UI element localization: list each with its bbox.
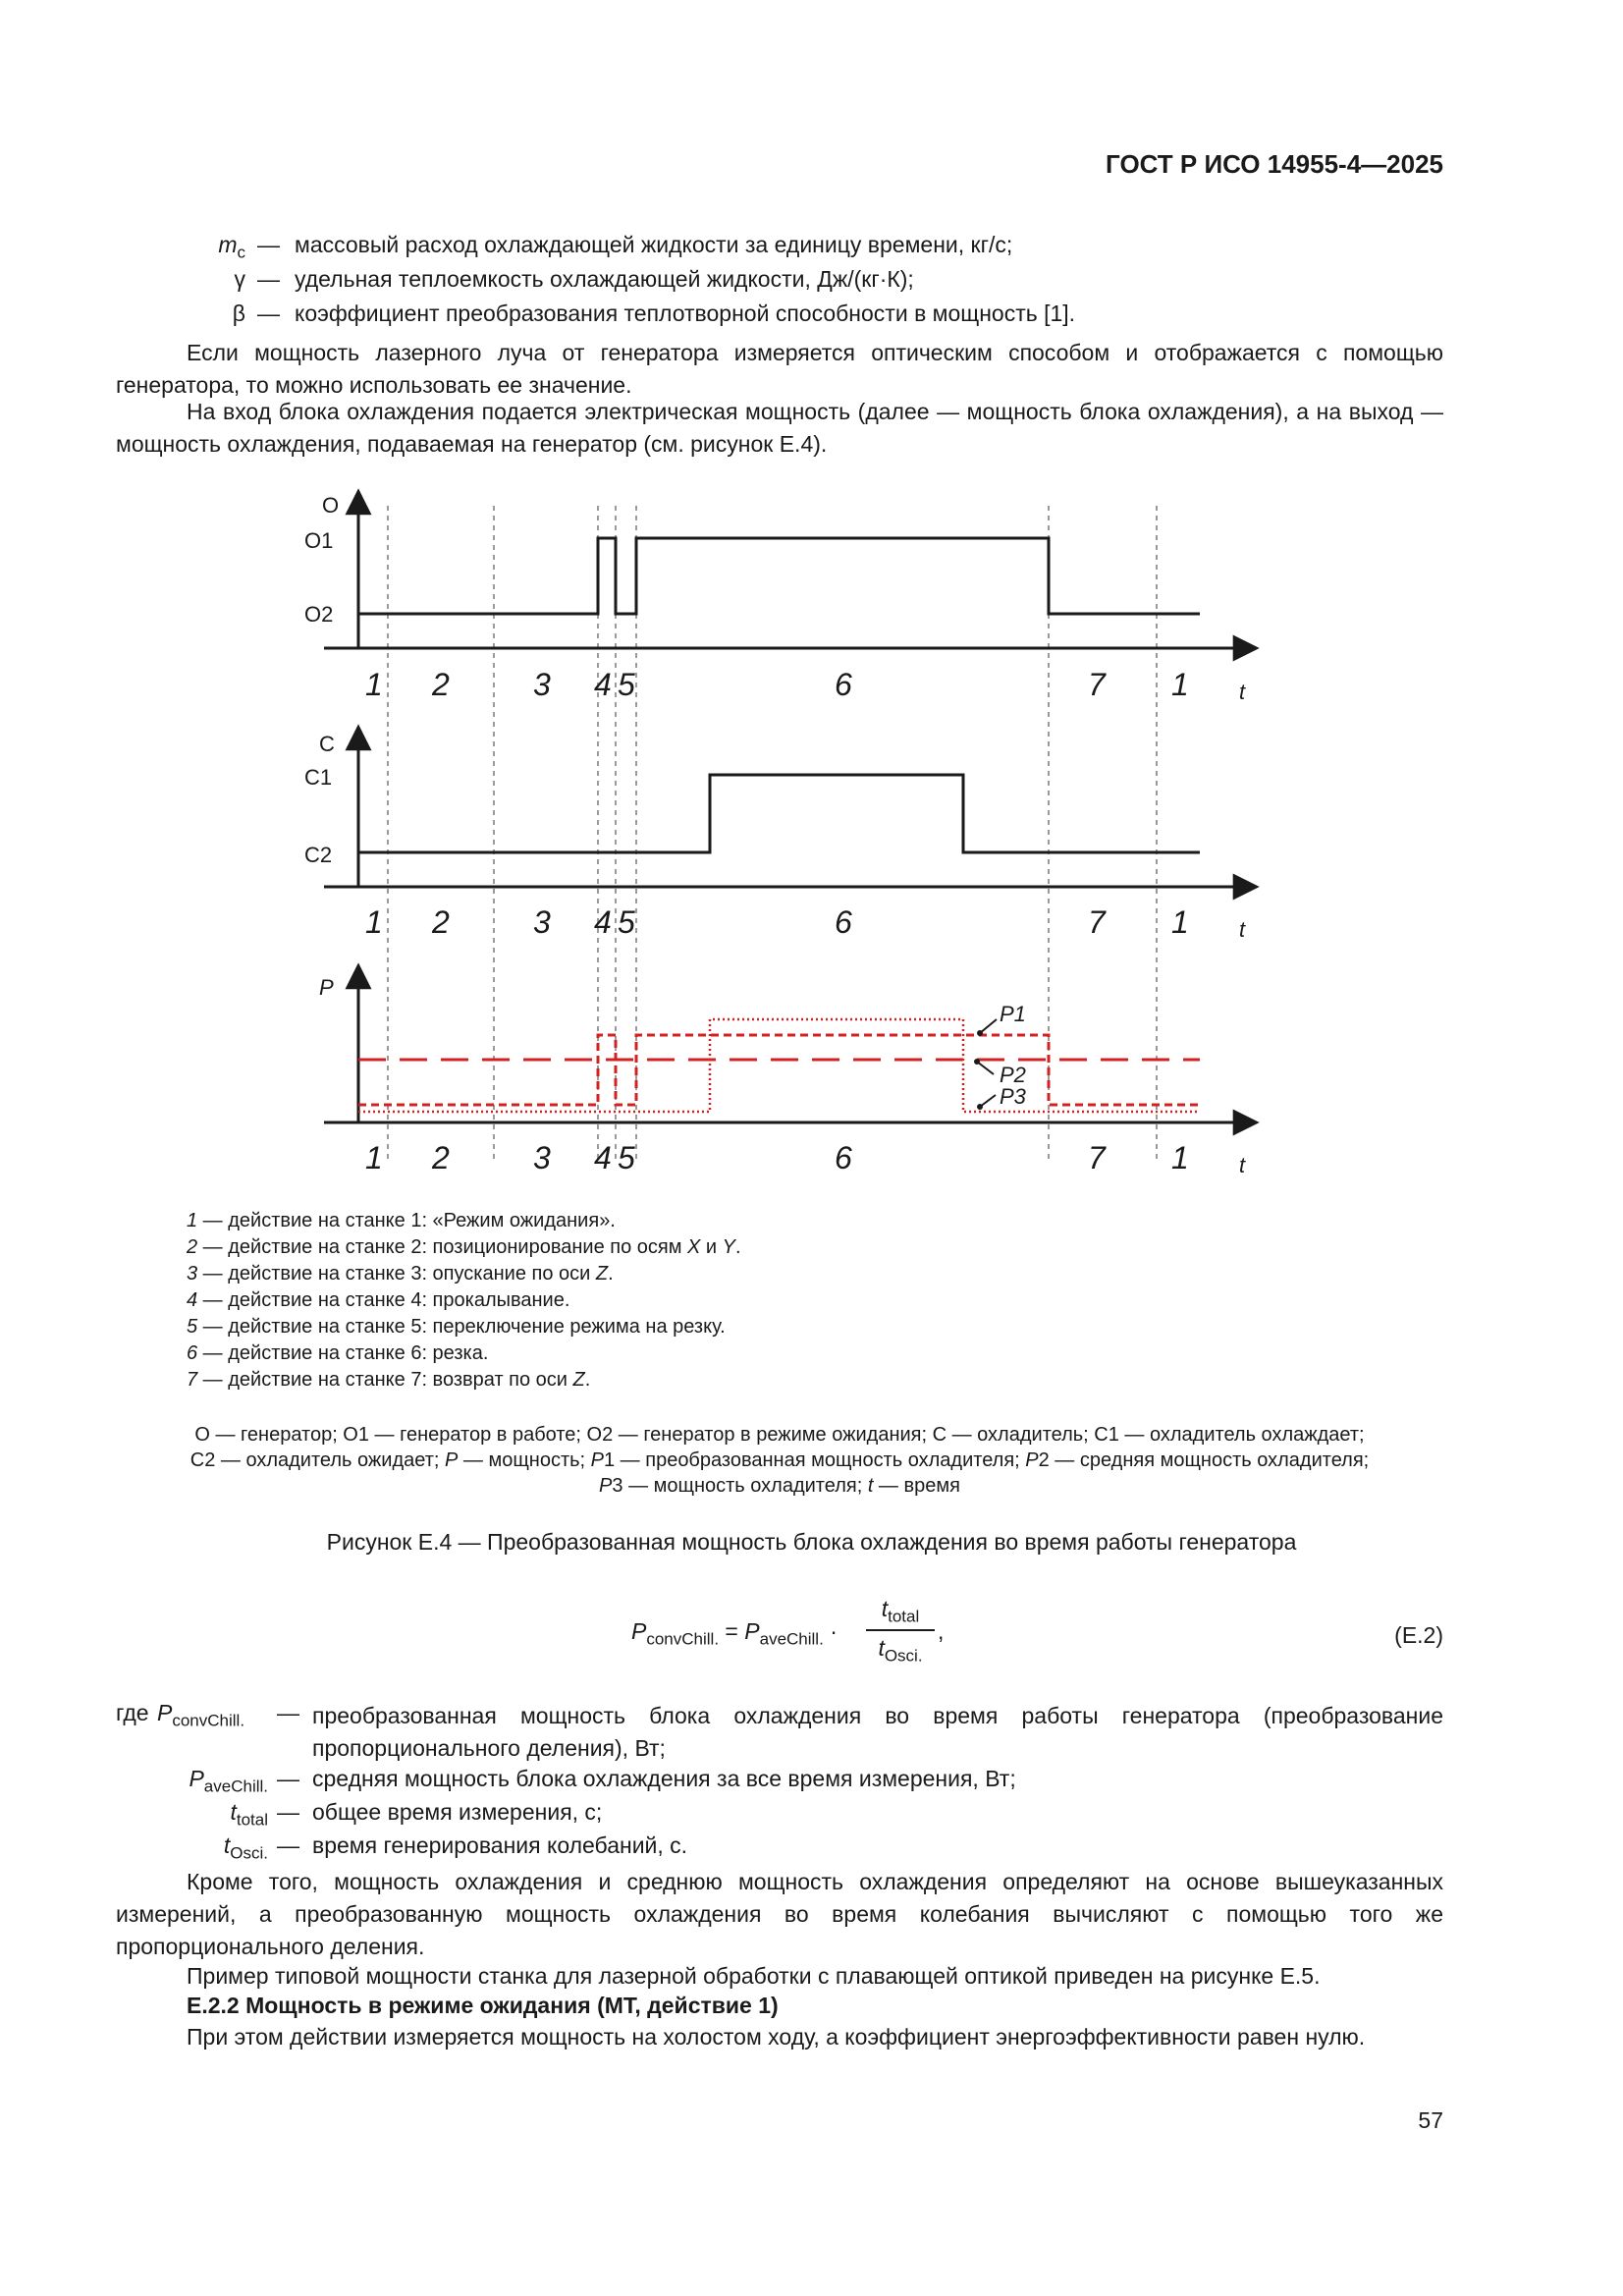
def-symbol: $t_{Osci.}$ [223, 1832, 268, 1863]
def-dash: — [277, 1799, 299, 1825]
fraction-bar [866, 1629, 935, 1631]
p2-leader [977, 1062, 994, 1074]
p3-label: P3 [1000, 1084, 1026, 1109]
def-dash: — [277, 1832, 299, 1858]
axis-t-label: t [1239, 680, 1246, 704]
phase-label: 6 [835, 667, 852, 702]
generator-signal [358, 538, 1200, 614]
def-symbol: $t_{total}$ [230, 1799, 268, 1830]
phase-label: 6 [835, 1140, 852, 1175]
where-label: где [116, 1700, 149, 1725]
p3-chiller-line [358, 1019, 1200, 1112]
phase-label: 5 [618, 904, 635, 940]
phase-label: 1 [365, 904, 383, 940]
def-symbol: $P_{aveChill.}$ [189, 1766, 268, 1796]
formula-denominator: $t_{Osci.}$ [878, 1635, 923, 1666]
page-number: 57 [1418, 2107, 1443, 2133]
phase-label: 3 [533, 904, 551, 940]
legend-item: 7 — действие на станке 7: возврат по оси Z. [187, 1369, 591, 1391]
panel-chiller [304, 727, 1257, 942]
phase-label: 2 [432, 1140, 450, 1175]
panel-power [319, 965, 1257, 1177]
phase-label: 3 [533, 1140, 551, 1175]
p3-leader [980, 1095, 996, 1107]
figure-caption: Рисунок Е.4 — Преобразованная мощность блока охлаждения во время работы генератора [326, 1529, 1297, 1555]
formula-numerator: $t_{total}$ [881, 1596, 920, 1626]
figure-timing-diagram [0, 471, 1623, 1178]
phase-label: 6 [835, 904, 852, 940]
axis-t-label: t [1239, 1153, 1246, 1177]
legend-item: 2 — действие на станке 2: позиционирование по осям X и Y. [187, 1236, 741, 1258]
axis-t-label: t [1239, 917, 1246, 942]
phase-label: 3 [533, 667, 551, 702]
p1-label: P1 [1000, 1002, 1026, 1026]
phase-label: 2 [432, 904, 450, 940]
document-header: ГОСТ Р ИСО 14955-4—2025 [1106, 149, 1443, 179]
def-text: общее время измерения, с; [312, 1799, 603, 1825]
phase-label: 2 [432, 667, 450, 702]
level-o1-label: O1 [304, 528, 334, 553]
figure-key: O — генератор; O1 — генератор в работе; O2 — генератор в режиме ожидания; C — охладитель; C1 — охладитель охлаждает; C2 — охладитель ожидает; P — мощность; P1 — преобразованная мощность охладителя; P2 — средняя мощность охладителя; P3 — мощность охладителя; t — время [189, 1424, 1370, 1497]
phase-label: 7 [1088, 1140, 1106, 1175]
p1-leader [980, 1019, 997, 1033]
paragraph-4: Пример типовой мощности станка для лазерной обработки с плавающей оптикой приведен на рисунке Е.5. [187, 1963, 1321, 1989]
phase-label: 1 [1171, 1140, 1189, 1175]
phase-label: 1 [365, 667, 383, 702]
level-c2-label: C2 [304, 843, 333, 867]
formula-e2: $P_{convChill.} = P_{aveChill.}$ · [631, 1618, 838, 1649]
phase-label: 7 [1088, 667, 1106, 702]
axis-p-label: P [319, 975, 334, 1000]
legend-item: 1 — действие на станке 1: «Режим ожидания». [187, 1210, 616, 1231]
legend-item: 5 — действие на станке 5: переключение режима на резку. [187, 1316, 726, 1338]
p2-leader-dot [974, 1059, 980, 1065]
section-heading: Е.2.2 Мощность в режиме ожидания (MT, действие 1) [187, 1993, 779, 2018]
def-text: средняя мощность блока охлаждения за все время измерения, Вт; [312, 1766, 1016, 1791]
def-text: время генерирования колебаний, с. [312, 1832, 688, 1858]
paragraph-5: При этом действии измеряется мощность на холостом ходу, а коэффициент энергоэффективности равен нулю. [187, 2024, 1366, 2050]
def-dash: — [277, 1766, 299, 1791]
chiller-signal [358, 775, 1200, 852]
axis-o-label: O [322, 493, 340, 518]
phase-label: 7 [1088, 904, 1106, 940]
phase-label: 4 [594, 904, 612, 940]
legend-item: 3 — действие на станке 3: опускание по оси Z. [187, 1263, 614, 1285]
level-c1-label: C1 [304, 765, 333, 790]
paragraph-3: Кроме того, мощность охлаждения и среднюю мощность охлаждения определяют на основе вышеуказанных измерений, а преобразованную мощность охлаждения во время колебания вычисляют с помощью того же пропорционального деления. [116, 1869, 1443, 1959]
phase-label: 1 [1171, 904, 1189, 940]
paragraph-2: На вход блока охлаждения подается электрическая мощность (далее — мощность блока охлаждения), а на выход — мощность охлаждения, подаваемая на генератор (см. рисунок Е.4). [116, 399, 1443, 457]
legend-item: 6 — действие на станке 6: резка. [187, 1342, 489, 1364]
panel-generator [304, 491, 1257, 704]
def-text: преобразованная мощность блока охлаждения во время работы генератора (преобразование пропорционального деления), Вт; [312, 1703, 1443, 1761]
phase-label: 4 [594, 667, 612, 702]
def-dash: — [277, 1700, 299, 1725]
legend-item: 4 — действие на станке 4: прокалывание. [187, 1289, 570, 1311]
level-o2-label: O2 [304, 602, 334, 627]
paragraph-1: Если мощность лазерного луча от генератора измеряется оптическим способом и отображается с помощью генератора, то можно использовать ее значение. [116, 340, 1443, 398]
p1-leader-dot [977, 1030, 983, 1036]
phase-label: 5 [618, 1140, 635, 1175]
formula-comma: , [938, 1618, 945, 1644]
phase-label: 4 [594, 1140, 612, 1175]
phase-label: 1 [1171, 667, 1189, 702]
p1-converted-line [358, 1035, 1200, 1105]
p3-leader-dot [977, 1104, 983, 1110]
equation-number: (Е.2) [1394, 1622, 1443, 1648]
phase-label: 5 [618, 667, 635, 702]
axis-c-label: C [319, 732, 335, 756]
p2-label: P2 [1000, 1063, 1026, 1087]
phase-label: 1 [365, 1140, 383, 1175]
def-symbol: $P_{convChill.}$ [157, 1700, 245, 1730]
